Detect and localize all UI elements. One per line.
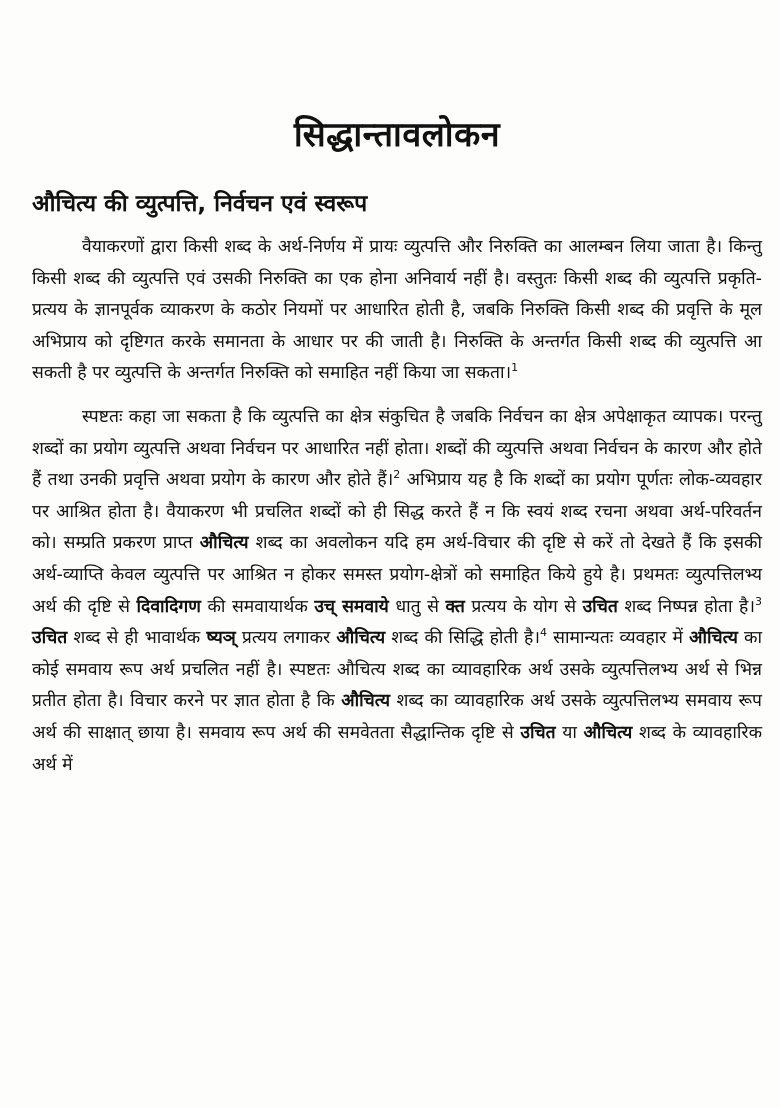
paragraph-1 bbox=[32, 232, 762, 390]
bold-term: औचित्य bbox=[336, 628, 386, 649]
bold-term: औचित्य bbox=[199, 533, 249, 554]
paragraph-text: प्रत्यय के योग से bbox=[464, 596, 583, 617]
paragraph-text: शब्द का व्यावहारिक अर्थ उसके व्युत्पत्तिलभ्य समवाय रूप अर्थ की साक्षात् छाया है। समवाय रूप अर्थ की समवेतता सैद्धान्तिक दृष्टि से bbox=[32, 691, 762, 743]
paragraph-text: स्पष्टतः कहा जा सकता है कि व्युत्पत्ति का क्षेत्र संकुचित है जबकि निर्वचन का क्षेत्र अपेक्षाकृत व्यापक। परन्तु शब्दों का प्रयोग व्युत्पत्ति अथवा निर्वचन पर आधारित नहीं होता। शब्दों की व्युत्पत्ति अथवा निर्वचन के कारण और होते हैं तथा उनकी प्रवृत्ति अथवा प्रयोग के कारण और होते हैं। bbox=[32, 406, 762, 491]
bold-term: उचित bbox=[32, 628, 68, 649]
paragraph-2 bbox=[32, 402, 762, 781]
footnote-ref: 4 bbox=[540, 626, 547, 640]
bold-term: दिवादिगण bbox=[136, 596, 201, 617]
paragraph-text: शब्द निष्पन्न होता है। bbox=[617, 596, 755, 617]
footnote-ref: 3 bbox=[754, 594, 762, 608]
section-heading: औचित्य की व्युत्पत्ति, निर्वचन एवं स्वरूप bbox=[32, 191, 368, 217]
paragraph-text: शब्द की सिद्धि होती है। bbox=[385, 628, 540, 649]
paragraph-text: धातु से bbox=[388, 596, 446, 617]
paragraph-text: की समवायार्थक bbox=[200, 596, 315, 617]
paragraph-text: शब्द का अवलोकन यदि हम अर्थ-विचार की दृष्टि से करें तो देखते हैं कि इसकी अर्थ-व्याप्ति केवल व्युत्पत्ति पर आश्रित न होकर समस्त प्रयोग-क्षेत्रों को समाहित किये हुये है। प्रथमतः व्युत्पत्तिलभ्य अर्थ की दृष्टि से bbox=[32, 533, 762, 617]
bold-term: क्त bbox=[445, 596, 465, 617]
footnote-ref: 1 bbox=[511, 361, 519, 375]
paragraph-text: प्रत्यय लगाकर bbox=[235, 628, 337, 649]
bold-term: उचित bbox=[582, 596, 618, 617]
paragraph-text: वैयाकरणों द्वारा किसी शब्द के अर्थ-निर्णय में प्रायः व्युत्पत्ति और निरुक्ति का आलम्बन लिया जाता है। किन्तु किसी शब्द की व्युत्पत्ति एवं उसकी निरुक्ति का एक होना अनिवार्य नहीं है। वस्तुतः किसी शब्द की व्युत्पत्ति प्रकृति-प्रत्यय के ज्ञानपूर्वक व्याकरण के कठोर नियमों पर आधारित होती है, जबकि निरुक्ति किसी शब्द की प्रवृत्ति के मूल अभिप्राय को दृष्टिगत करके समानता के आधार पर की जाती है। निरुक्ति के अन्तर्गत किसी शब्द की व्युत्पत्ति आ सकती है पर व्युत्पत्ति के अन्तर्गत निरुक्ति को समाहित नहीं किया जा सकता। bbox=[32, 237, 762, 384]
bold-term: उचित bbox=[520, 722, 556, 743]
bold-term: ष्यञ् bbox=[206, 628, 236, 649]
paragraph-text: या bbox=[555, 722, 584, 743]
paragraph-text: अभिप्राय यह है कि शब्दों का प्रयोग पूर्णतः लोक-व्यवहार पर आश्रित होता है। वैयाकरण भी प्रचलित शब्दों को ही सिद्ध करते हैं न कि स्वयं शब्द रचना अथवा अर्थ-परिवर्तन को। सम्प्रति प्रकरण प्राप्त bbox=[32, 470, 762, 554]
bold-term: औचित्य bbox=[341, 691, 391, 712]
bold-term: औचित्य bbox=[689, 628, 738, 649]
paragraph-text: शब्द के व्यावहारिक अर्थ में bbox=[32, 722, 763, 775]
paragraph-text: सामान्यतः व्यवहार में bbox=[547, 628, 690, 649]
page-content bbox=[32, 110, 762, 793]
bold-term: औचित्य bbox=[583, 722, 633, 743]
chapter-title: सिद्धान्तावलोकन bbox=[293, 115, 501, 155]
paragraph-text: शब्द से ही भावार्थक bbox=[67, 628, 207, 649]
paragraph-text: का कोई समवाय रूप अर्थ प्रचलित नहीं है। स्पष्टतः औचित्य शब्द का व्यावहारिक अर्थ उसके व्युत्पत्तिलभ्य अर्थ से भिन्न प्रतीत होता है। विचार करने पर ज्ञात होता है कि bbox=[32, 628, 762, 712]
bold-term: उच् समवाये bbox=[314, 596, 389, 617]
footnote-ref: 2 bbox=[393, 468, 401, 482]
